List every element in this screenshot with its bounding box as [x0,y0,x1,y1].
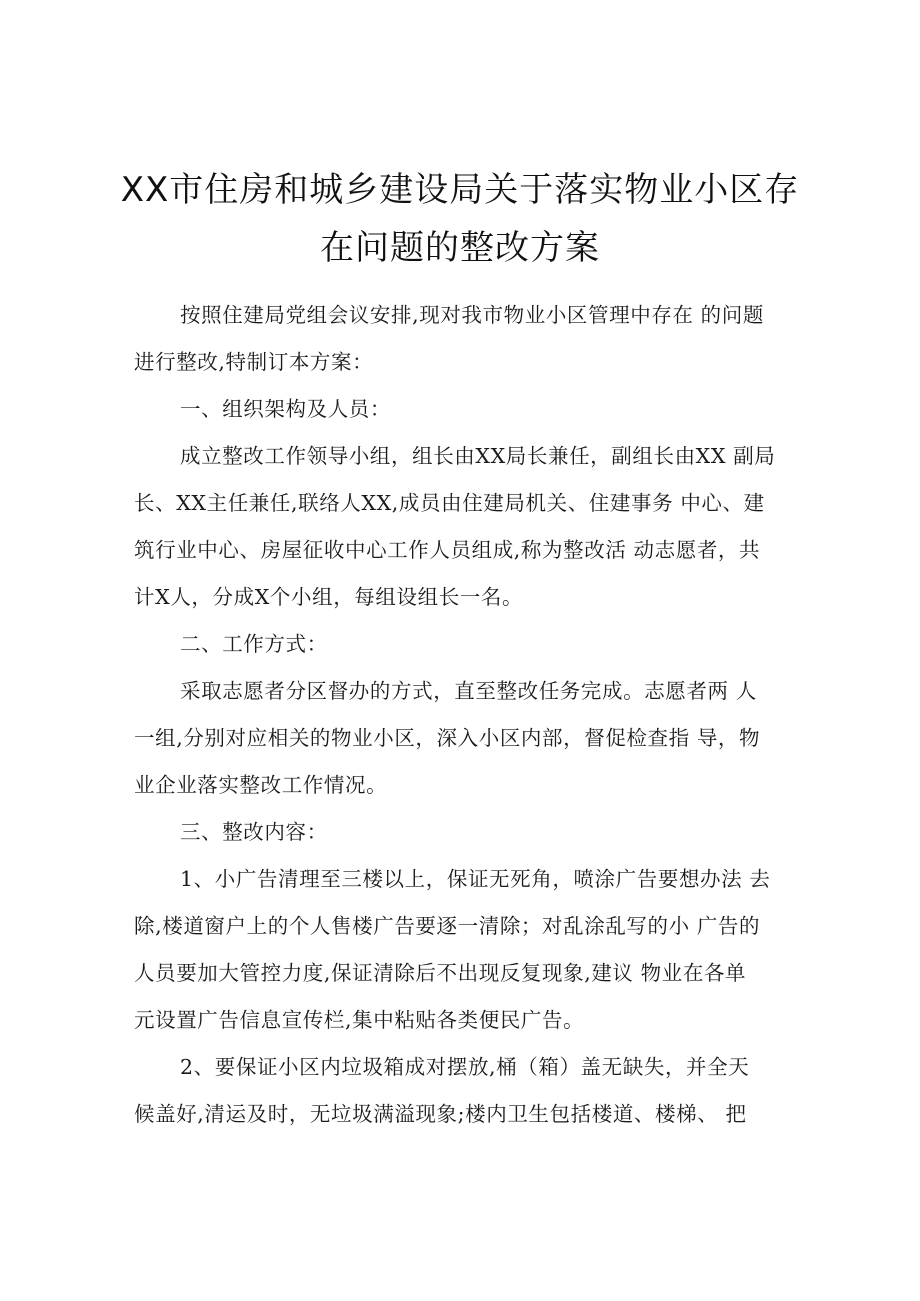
section-heading-rectification: 三、整改内容： [180,820,328,844]
paragraph-item-1-line-3: 人员要加大管控力度,保证清除后不出现反复现象,建议 物业在各单 [134,961,747,985]
paragraph-item-1-line-2: 除,楼道窗户上的个人售楼广告要逐一清除；对乱涂乱写的小 广告的 [134,914,761,938]
paragraph-organization-line-2: 长、XX主任兼任,联络人XX,成员由住建局机关、住建事务 中心、建 [134,491,765,515]
paragraph-item-1-line-1: 1、小广告清理至三楼以上，保证无死角，喷涂广告要想办法 去 [180,867,771,891]
paragraph-item-2-line-1: 2、要保证小区内垃圾箱成对摆放,桶（箱）盖无缺失，并全天 [180,1055,750,1079]
document-title-line-2: 在问题的整改方案 [320,228,600,268]
document-title-line-1: XX市住房和城乡建设局关于落实物业小区存 [120,170,800,210]
section-heading-organization: 一、组织架构及人员： [180,397,391,421]
paragraph-organization-line-4: 计X人，分成X个小组，每组设组长一名。 [134,585,524,609]
paragraph-work-method-line-3: 业企业落实整改工作情况。 [134,773,388,797]
paragraph-intro-line-2: 进行整改,特制订本方案： [134,350,374,374]
section-heading-work-method: 二、工作方式： [180,632,328,656]
paragraph-work-method-line-2: 一组,分别对应相关的物业小区，深入小区内部，督促检查指 导，物 [134,726,761,750]
paragraph-organization-line-3: 筑行业中心、房屋征收中心工作人员组成,称为整改活 动志愿者，共 [134,538,761,562]
paragraph-organization-line-1: 成立整改工作领导小组，组长由XX局长兼任，副组长由XX 副局 [180,444,776,468]
paragraph-work-method-line-1: 采取志愿者分区督办的方式，直至整改任务完成。志愿者两 人 [180,679,757,703]
paragraph-item-2-line-2: 候盖好,清运及时，无垃圾满溢现象;楼内卫生包括楼道、楼梯、 把 [134,1102,747,1126]
paragraph-intro-line-1: 按照住建局党组会议安排,现对我市物业小区管理中存在 的问题 [180,303,764,327]
paragraph-item-1-line-4: 元设置广告信息宣传栏,集中粘贴各类便民广告。 [134,1008,585,1032]
